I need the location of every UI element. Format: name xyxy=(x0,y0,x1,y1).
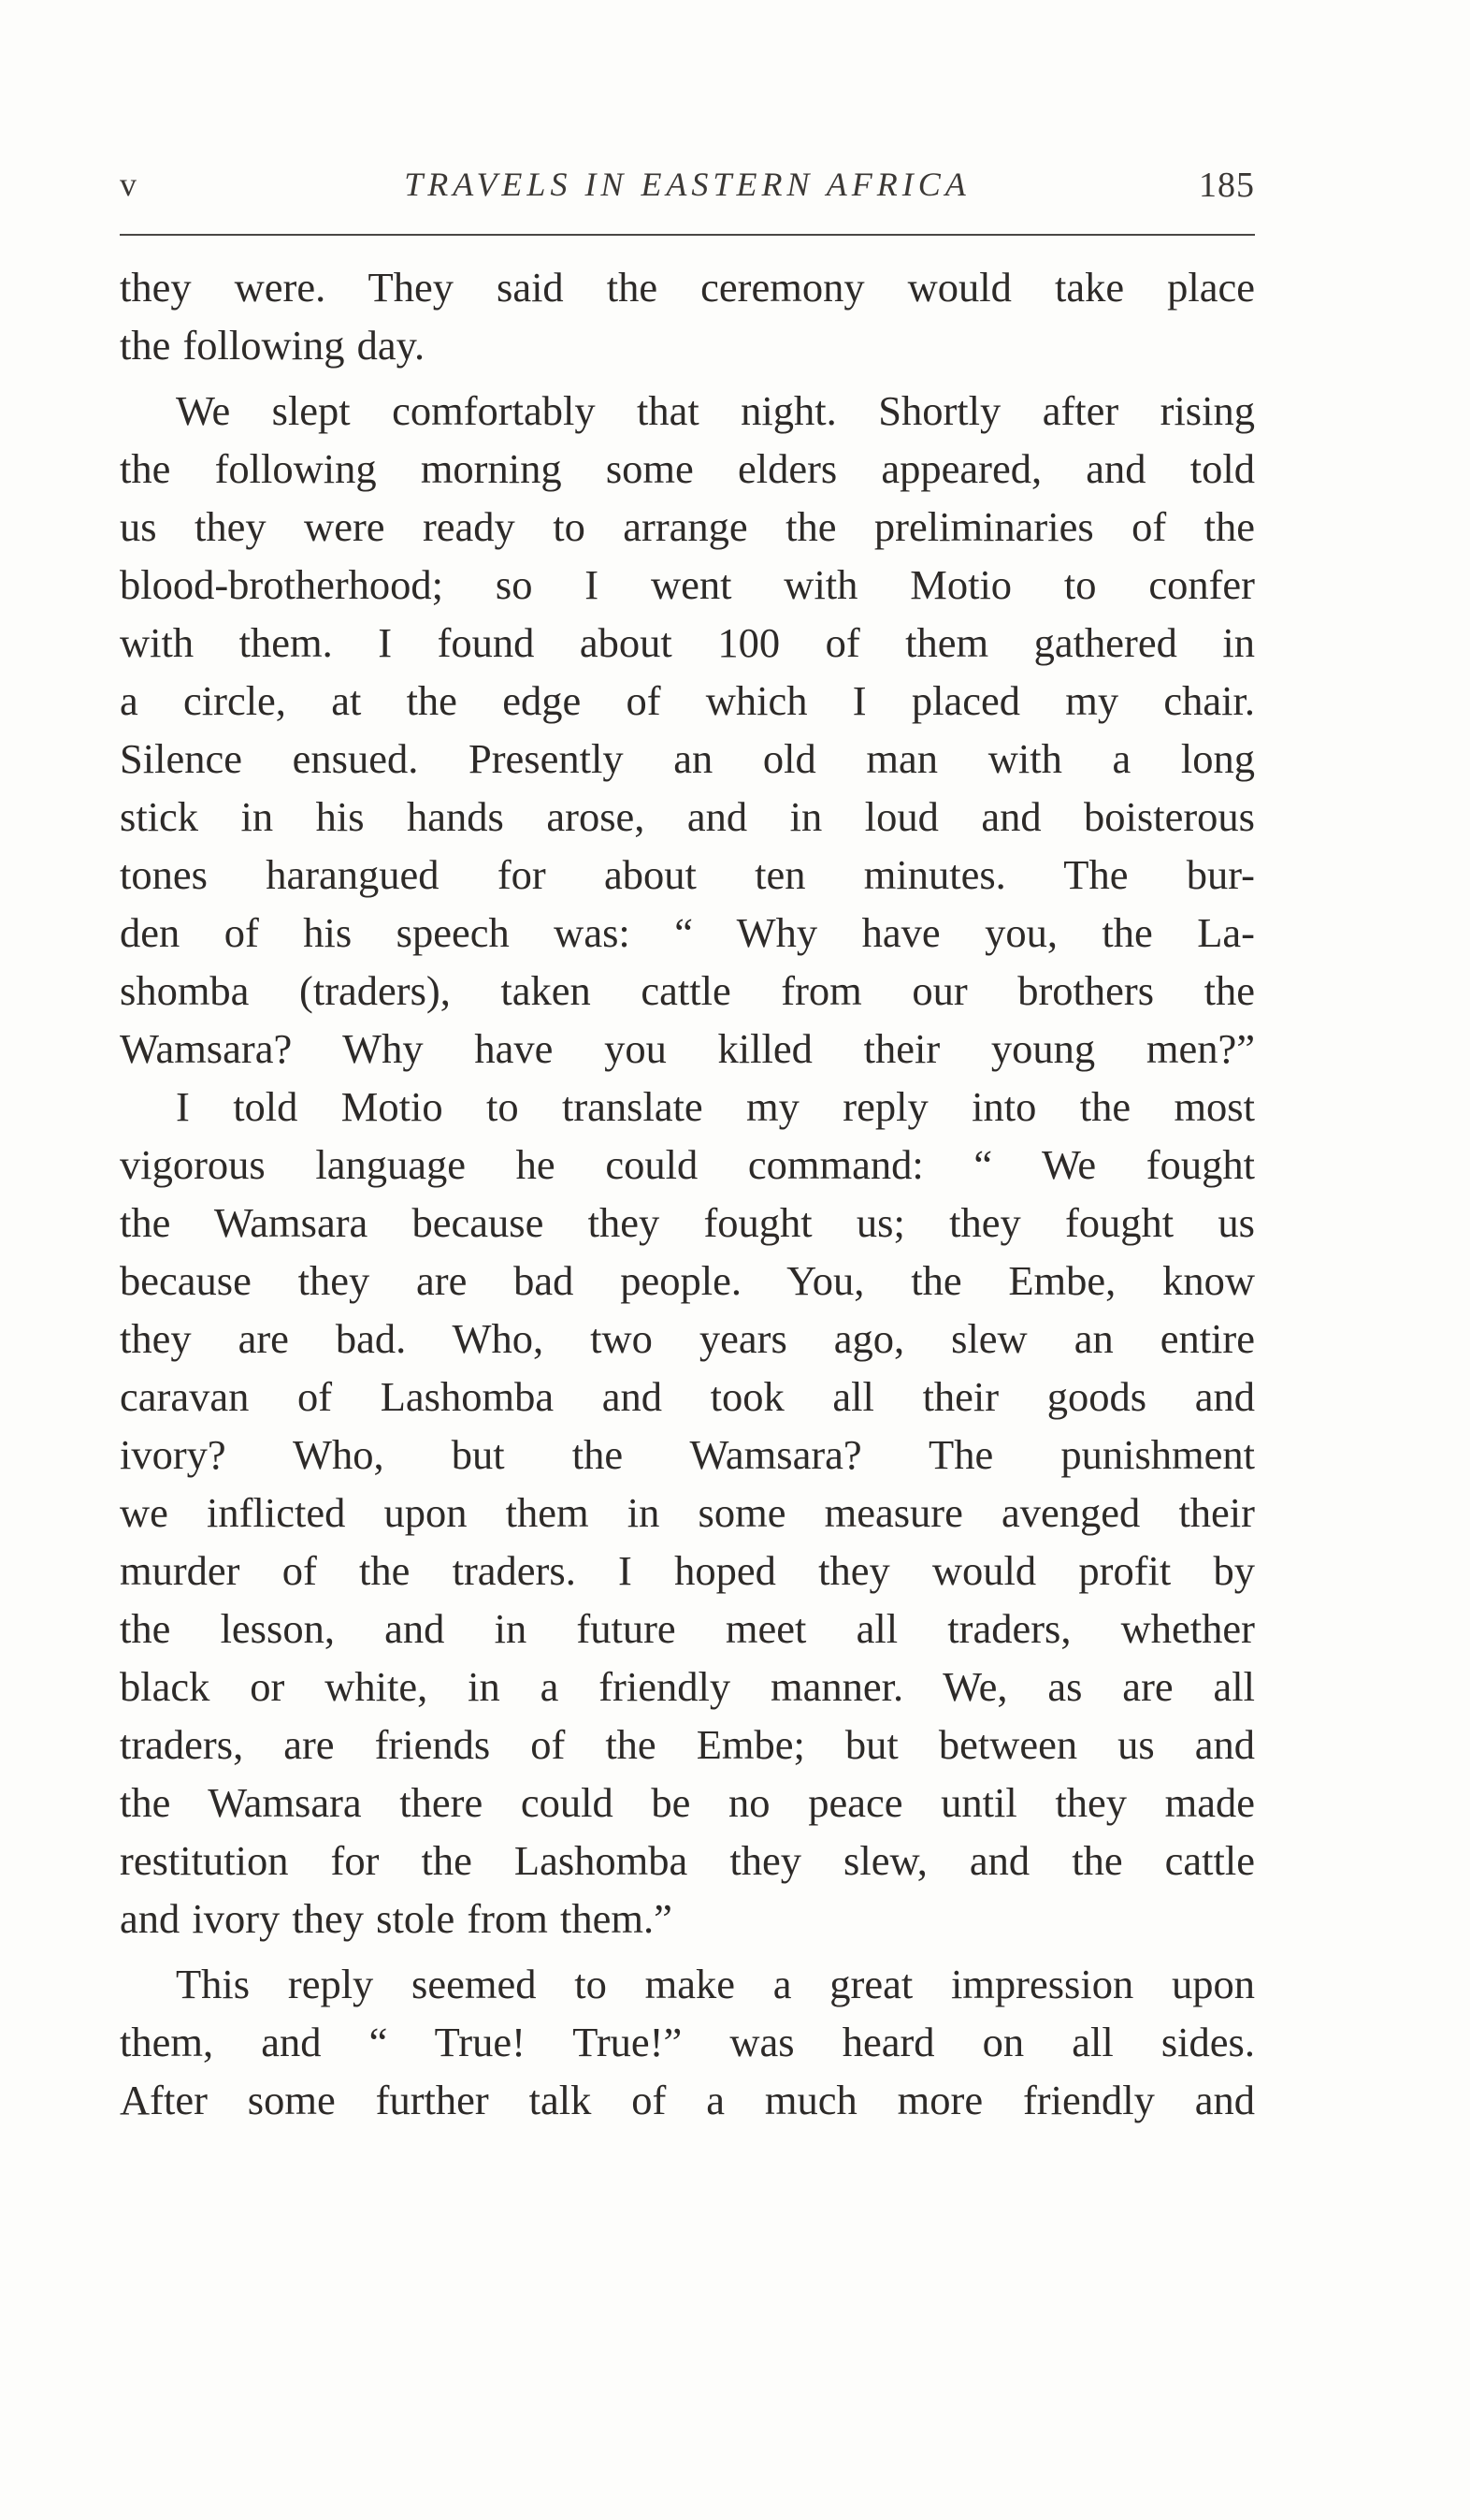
text-line: the following day. xyxy=(120,322,425,369)
text-line: After some further talk of a much more friendly and xyxy=(120,2077,1255,2123)
text-line: with them. I found about 100 of them gathered in xyxy=(120,619,1255,666)
text-line: We slept comfortably that night. Shortly after rising xyxy=(176,387,1255,434)
text-line: I told Motio to translate my reply into the most xyxy=(176,1083,1255,1130)
page-number: 185 xyxy=(1199,166,1255,205)
text-line: them, and “ True! True!” was heard on all sides. xyxy=(120,2019,1255,2065)
text-line: they are bad. Who, two years ago, slew an entire xyxy=(120,1315,1255,1362)
text-line: and ivory they stole from them.” xyxy=(120,1895,672,1942)
running-head xyxy=(120,157,1255,213)
text-line: Wamsara? Why have you killed their young men?” xyxy=(120,1025,1255,1072)
body-text xyxy=(120,258,1255,2129)
text-line: den of his speech was: “ Why have you, the La- xyxy=(120,909,1255,956)
text-line: Silence ensued. Presently an old man with a long xyxy=(120,735,1255,782)
text-line: because they are bad people. You, the Embe, know xyxy=(120,1257,1255,1304)
text-line: shomba (traders), taken cattle from our brothers the xyxy=(120,967,1255,1014)
text-line: traders, are friends of the Embe; but between us and xyxy=(120,1721,1255,1768)
text-line: This reply seemed to make a great impression upon xyxy=(176,1961,1255,2007)
text-line: caravan of Lashomba and took all their goods and xyxy=(120,1373,1255,1420)
running-title: TRAVELS IN EASTERN AFRICA xyxy=(404,166,971,203)
text-line: murder of the traders. I hoped they would profit by xyxy=(120,1547,1255,1594)
text-line: they were. They said the ceremony would take place xyxy=(120,264,1255,311)
text-line: ivory? Who, but the Wamsara? The punishment xyxy=(120,1431,1255,1478)
text-line: the Wamsara because they fought us; they fought us xyxy=(120,1199,1255,1246)
text-line: we inflicted upon them in some measure avenged their xyxy=(120,1489,1255,1536)
text-line: blood-brotherhood; so I went with Motio to confer xyxy=(120,561,1255,608)
chapter-number: v xyxy=(120,166,137,203)
text-line: the Wamsara there could be no peace until they made xyxy=(120,1779,1255,1826)
text-line: a circle, at the edge of which I placed my chair. xyxy=(120,677,1255,724)
text-line: black or white, in a friendly manner. We, as are all xyxy=(120,1663,1255,1710)
text-line: the lesson, and in future meet all traders, whether xyxy=(120,1605,1255,1652)
text-line: tones harangued for about ten minutes. The bur- xyxy=(120,851,1255,898)
text-line: restitution for the Lashomba they slew, and the cattle xyxy=(120,1837,1255,1884)
text-line: stick in his hands arose, and in loud and boisterous xyxy=(120,793,1255,840)
paragraph-4 xyxy=(120,1955,1255,2129)
paragraph-2 xyxy=(120,382,1255,1078)
text-line: the following morning some elders appeared, and told xyxy=(120,445,1255,492)
text-line: us they were ready to arrange the preliminaries of the xyxy=(120,503,1255,550)
paragraph-1 xyxy=(120,258,1255,374)
header-rule xyxy=(120,234,1255,236)
paragraph-3 xyxy=(120,1078,1255,1948)
text-line: vigorous language he could command: “ We fought xyxy=(120,1141,1255,1188)
